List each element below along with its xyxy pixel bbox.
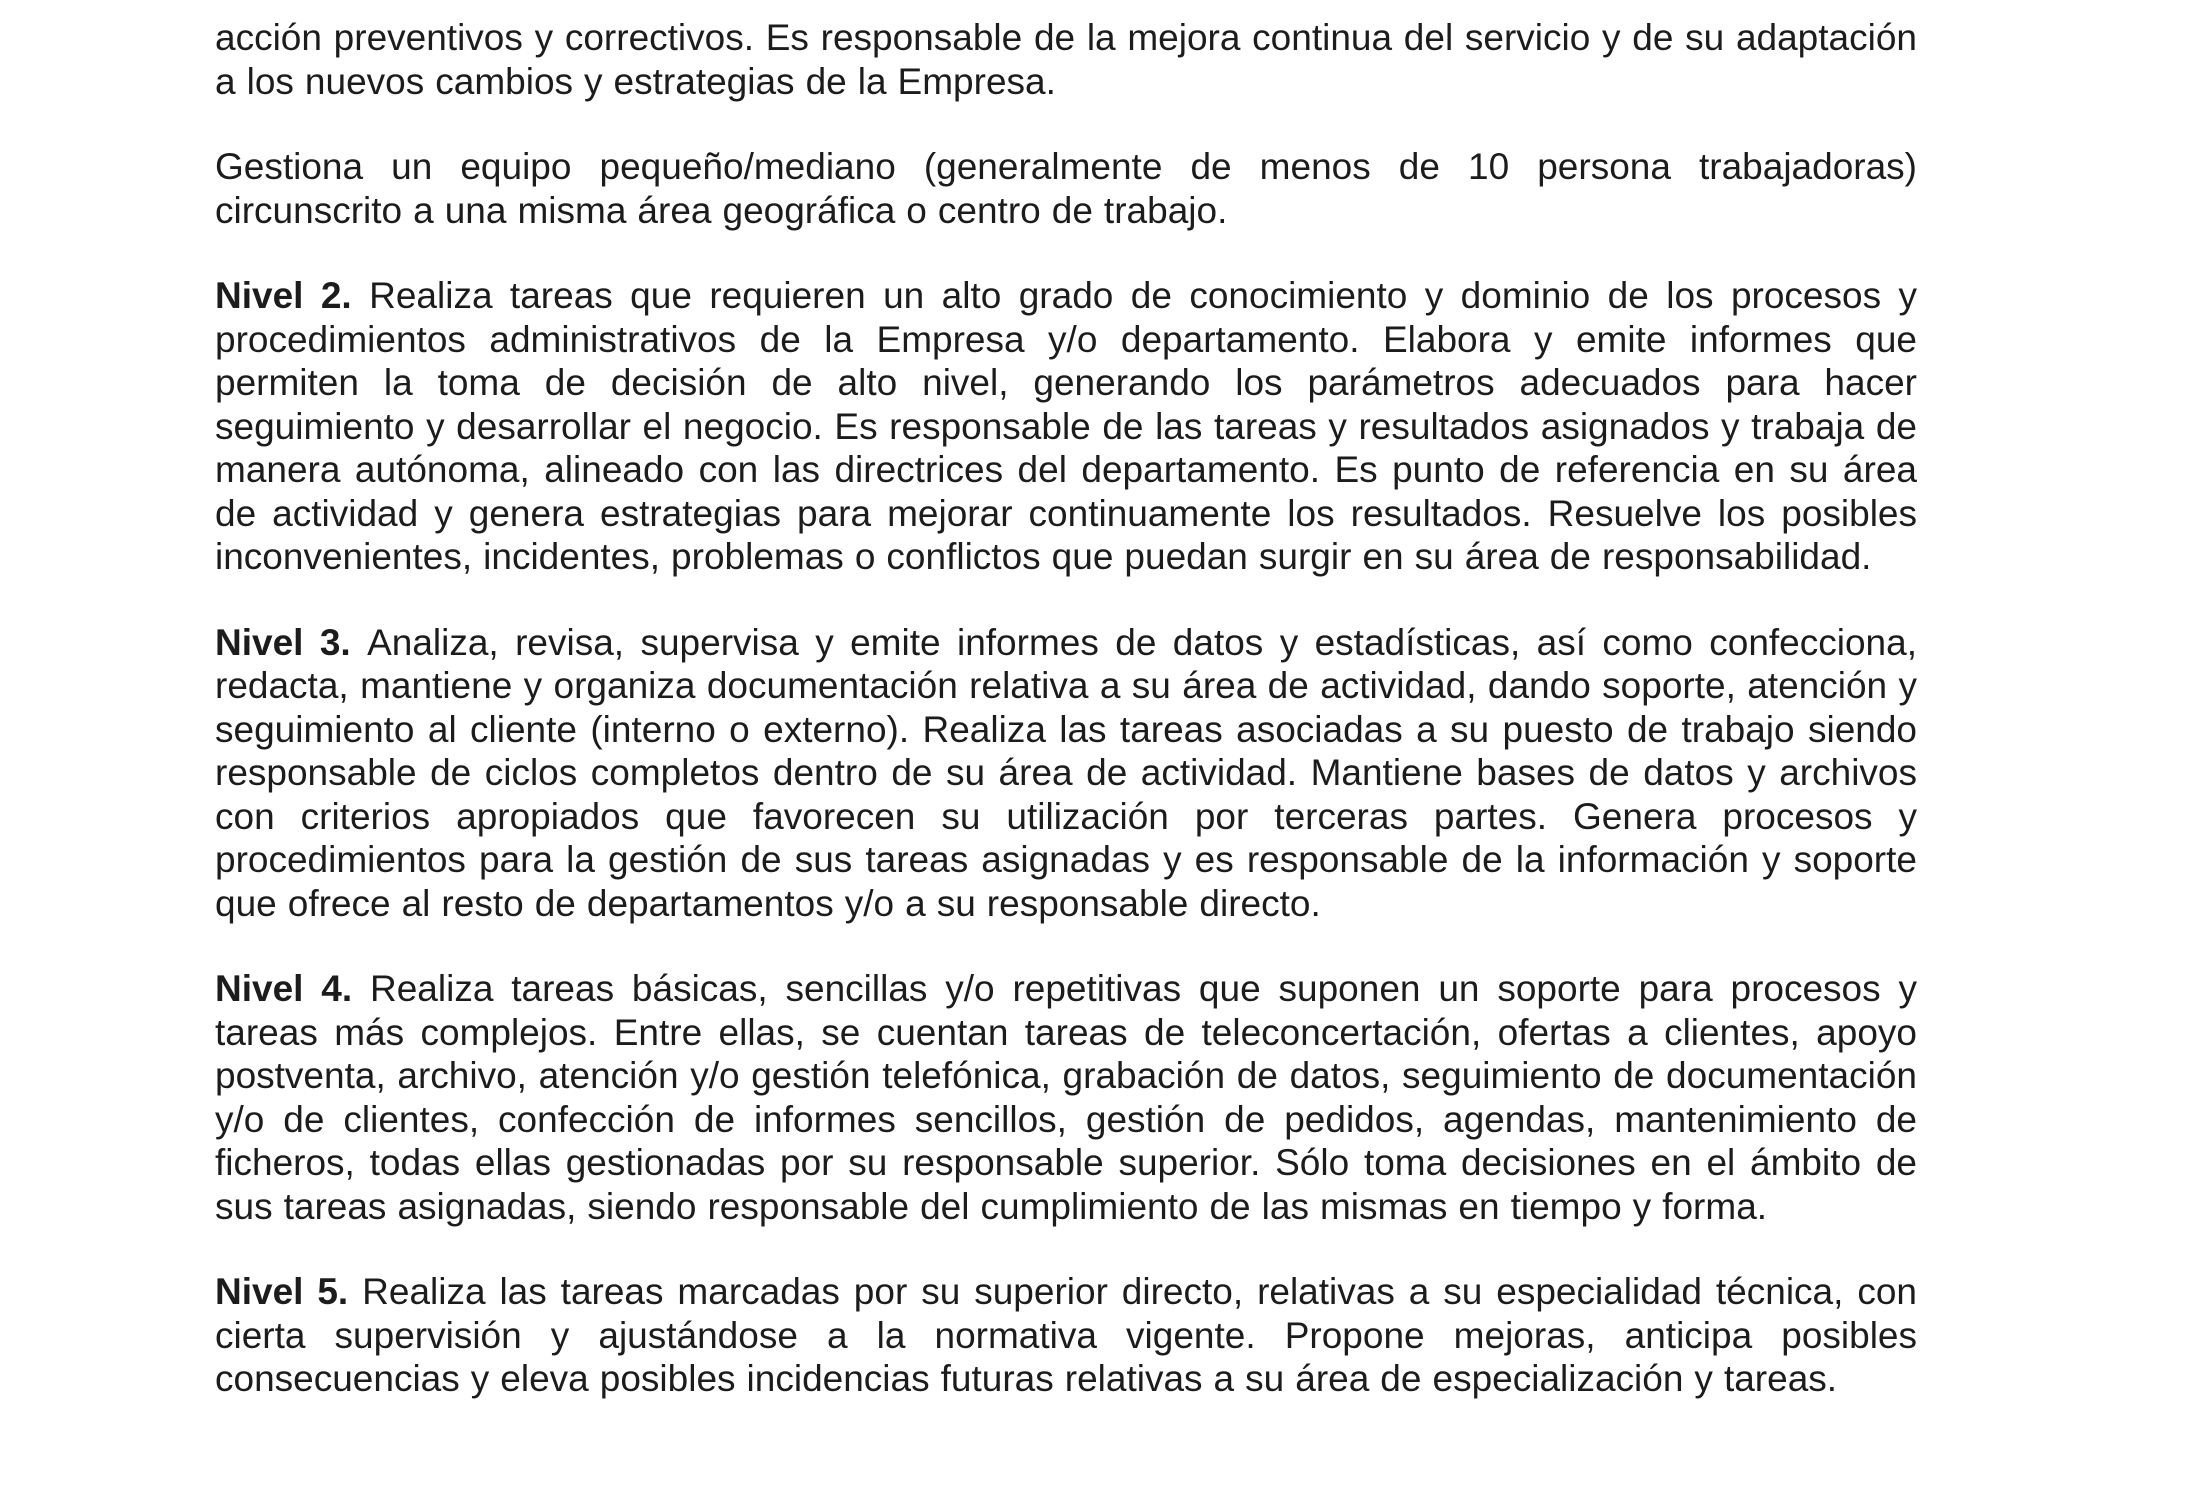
paragraph-nivel-4 xyxy=(215,967,1917,1228)
nivel-4-label: Nivel 4. xyxy=(215,968,370,1009)
paragraph-text: acción preventivos y correctivos. Es responsable de la mejora continua del servicio y de su adaptación a los nuevos cambios y estrategias de la Empresa. xyxy=(215,17,1917,102)
nivel-2-label: Nivel 2. xyxy=(215,275,370,316)
nivel-5-label: Nivel 5. xyxy=(215,1271,363,1312)
paragraph-text: Realiza las tareas marcadas por su superior directo, relativas a su especialidad técnica, con cierta supervisión y ajustándose a la normativa vigente. Propone mejoras, anticipa posibles consecuencias y eleva posibles incidencias futuras relativas a su área de especialización y tareas. xyxy=(215,1271,1917,1399)
paragraph-text: Analiza, revisa, supervisa y emite informes de datos y estadísticas, así como confecciona, redacta, mantiene y organiza documentación relativa a su área de actividad, dando soporte, atención y seguimiento al cliente (interno o externo). Realiza las tareas asociadas a su puesto de trabajo siendo responsable de ciclos completos dentro de su área de actividad. Mantiene bases de datos y archivos con criterios apropiados que favorecen su utilización por terceras partes. Genera procesos y procedimientos para la gestión de sus tareas asignadas y es responsable de la información y soporte que ofrece al resto de departamentos y/o a su responsable directo. xyxy=(215,621,1917,924)
nivel-3-label: Nivel 3. xyxy=(215,621,368,663)
paragraph-nivel-5 xyxy=(215,1270,1917,1401)
paragraph-continuation xyxy=(215,16,1917,103)
document-text-block xyxy=(215,16,1917,1401)
paragraph-text: Realiza tareas que requieren un alto grado de conocimiento y dominio de los procesos y procedimientos administrativos de la Empresa y/o departamento. Elabora y emite informes que permiten la toma de decisión de alto nivel, generando los parámetros adecuados para hacer seguimiento y desarrollar el negocio. Es responsable de las tareas y resultados asignados y trabaja de manera autónoma, alineado con las directrices del departamento. Es punto de referencia en su área de actividad y genera estrategias para mejorar continuamente los resultados. Resuelve los posibles inconvenientes, incidentes, problemas o conflictos que puedan surgir en su área de responsabilidad. xyxy=(215,275,1917,577)
paragraph-nivel-3 xyxy=(215,621,1917,926)
paragraph-gestiona-equipo xyxy=(215,145,1917,232)
paragraph-nivel-2 xyxy=(215,274,1917,579)
paragraph-text: Realiza tareas básicas, sencillas y/o repetitivas que suponen un soporte para procesos y tareas más complejos. Entre ellas, se cuentan tareas de teleconcertación, ofertas a clientes, apoyo postventa, archivo, atención y/o gestión telefónica, grabación de datos, seguimiento de documentación y/o de clientes, confección de informes sencillos, gestión de pedidos, agendas, mantenimiento de ficheros, todas ellas gestionadas por su responsable superior. Sólo toma decisiones en el ámbito de sus tareas asignadas, siendo responsable del cumplimiento de las mismas en tiempo y forma. xyxy=(215,968,1917,1227)
paragraph-text: Gestiona un equipo pequeño/mediano (generalmente de menos de 10 persona trabajadoras) circunscrito a una misma área geográfica o centro de trabajo. xyxy=(215,146,1917,231)
